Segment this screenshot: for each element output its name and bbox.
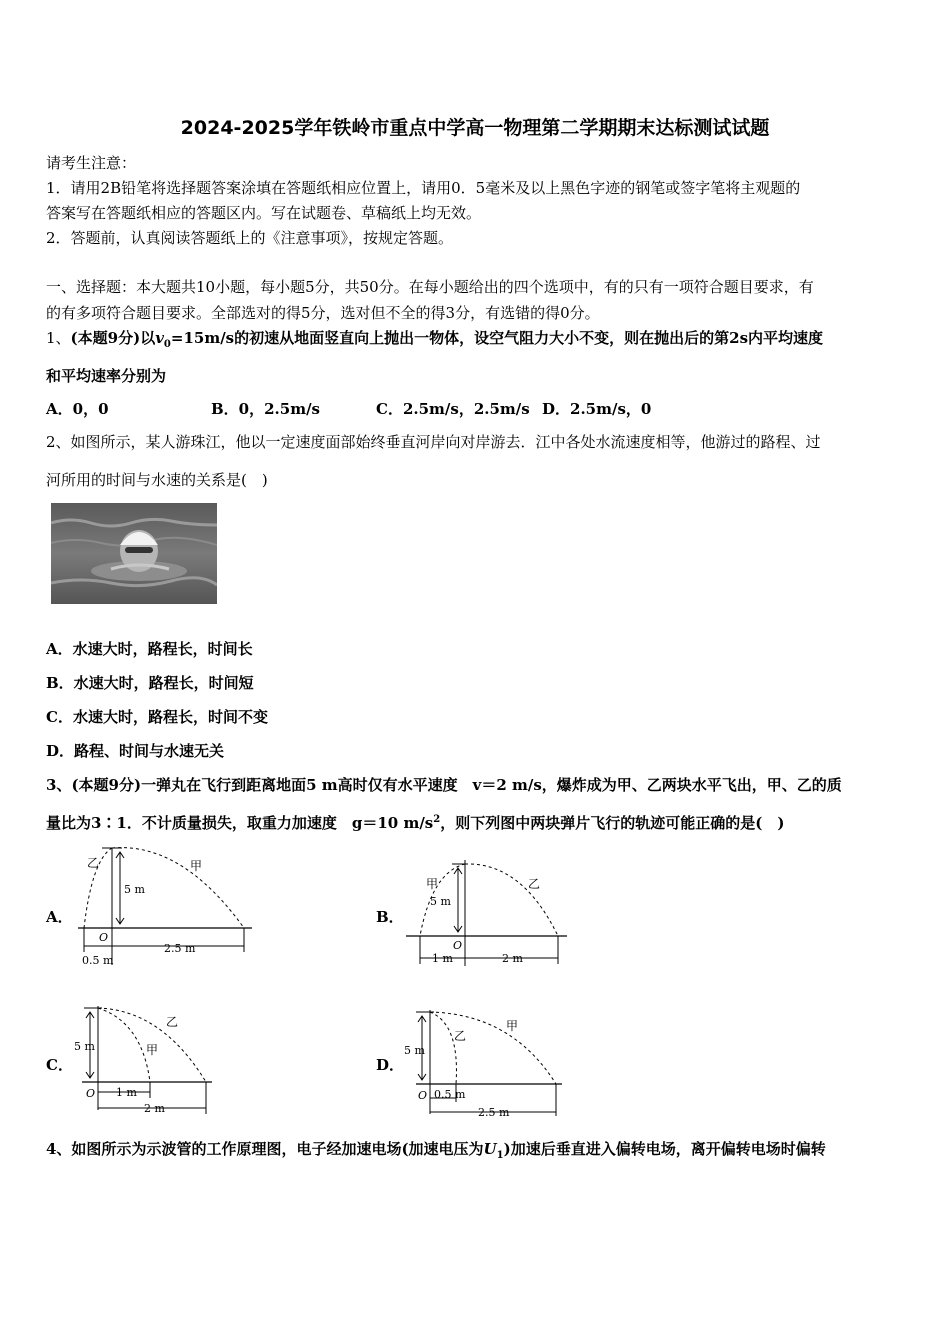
- q3-option-b[interactable]: B．: [376, 908, 404, 926]
- q3-score: (本题9分): [71, 776, 142, 794]
- fig-b-yi-label: 乙: [528, 877, 541, 891]
- fig-b-jia-label: 甲: [426, 877, 439, 891]
- q2-option-d[interactable]: D．路程、时间与水速无关: [46, 742, 225, 760]
- q1-score: (本题9分): [70, 329, 141, 347]
- q1-prefix: 1、: [46, 329, 71, 347]
- q4-stem-b: )加速后垂直进入偏转电场，离开偏转电场时偏转: [503, 1140, 826, 1158]
- q2-stem-line-2: 河所用的时间与水速的关系是( ): [46, 471, 268, 489]
- q2-option-a[interactable]: A．水速大时，路程长，时间长: [46, 640, 253, 658]
- fig-a-height-label: 5 m: [124, 883, 145, 896]
- fig-d-jia-label: 甲: [506, 1019, 519, 1033]
- section-1-line-1: 一、选择题：本大题共10小题，每小题5分，共50分。在每小题给出的四个选项中，有的只有一项符合题目要求，有: [46, 278, 814, 296]
- q1-option-a[interactable]: A．0，0: [46, 400, 109, 418]
- q1-stem-line-1: [46, 327, 823, 350]
- q3-figure-c: [72, 1002, 222, 1117]
- q4-stem-line-1: [46, 1138, 826, 1161]
- fig-d-height-label: 5 m: [404, 1044, 425, 1057]
- q1-option-c[interactable]: C．2.5m/s，2.5m/s: [376, 400, 530, 418]
- q2-stem-line-1: 2、如图所示，某人游珠江，他以一定速度面部始终垂直河岸向对岸游去．江中各处水流速度相等，他游过的路程、过: [46, 433, 821, 451]
- q1-v0-symbol: v: [155, 329, 164, 347]
- q1-stem-b: =15m/s的初速从地面竖直向上抛出一物体，设空气阻力大小不变，则在抛出后的第2s内平均速度: [170, 329, 824, 347]
- q3-sup: 2: [433, 814, 441, 825]
- q3-stem-line-2: [46, 812, 784, 833]
- q3-option-a[interactable]: A．: [46, 908, 73, 926]
- q2-option-c[interactable]: C．水速大时，路程长，时间不变: [46, 708, 268, 726]
- fig-d-yi-label: 乙: [454, 1029, 467, 1043]
- fig-a-left-dist: 0.5 m: [82, 954, 114, 967]
- q4-u-symbol: U: [483, 1140, 497, 1158]
- q3-option-d[interactable]: D．: [376, 1056, 405, 1074]
- fig-c-origin: O: [86, 1087, 96, 1100]
- fig-b-left-dist: 1 m: [432, 952, 453, 965]
- page-title: 2024-2025学年铁岭市重点中学高一物理第二学期期末达标测试试题: [180, 117, 770, 139]
- q1-v0-sub: 0: [163, 339, 171, 350]
- fig-a-right-dist: 2.5 m: [164, 942, 196, 955]
- fig-c-outer-dist: 2 m: [144, 1102, 165, 1115]
- q3-stem-b: 量比为3∶1．不计质量损失，取重力加速度 g＝10 m/s: [46, 814, 434, 832]
- fig-c-yi-label: 乙: [166, 1015, 179, 1029]
- fig-a-jia-label: 甲: [190, 859, 203, 873]
- q1-option-b[interactable]: B．0，2.5m/s: [211, 400, 321, 418]
- fig-b-height-label: 5 m: [430, 895, 451, 908]
- q3-figure-b: [402, 858, 572, 970]
- fig-a-origin: O: [99, 931, 109, 944]
- swimmer-photo: [51, 503, 217, 604]
- fig-a-yi-label: 乙: [87, 856, 100, 870]
- section-1-line-2: 的有多项符合题目要求。全部选对的得5分，选对但不全的得3分，有选错的得0分。: [46, 304, 600, 322]
- q4-u-sub: 1: [496, 1150, 504, 1161]
- fig-b-right-dist: 2 m: [502, 952, 523, 965]
- q4-stem-a: 4、如图所示为示波管的工作原理图，电子经加速电场(加速电压为: [46, 1140, 484, 1158]
- q3-figure-d: [402, 1006, 572, 1121]
- q3-option-c[interactable]: C．: [46, 1056, 73, 1074]
- fig-c-height-label: 5 m: [74, 1040, 95, 1053]
- q3-prefix: 3、: [46, 776, 72, 794]
- fig-d-inner-dist: 0.5 m: [434, 1088, 466, 1101]
- notice-item-2: 2．答题前，认真阅读答题纸上的《注意事项》，按规定答题。: [46, 229, 454, 247]
- notice-heading: 请考生注意：: [46, 154, 137, 172]
- q1-stem-line-2: 和平均速率分别为: [46, 367, 167, 385]
- fig-c-jia-label: 甲: [146, 1043, 159, 1057]
- q3-stem-line-1: [46, 774, 842, 795]
- fig-b-origin: O: [453, 939, 463, 952]
- notice-item-1-line-1: 1．请用2B铅笔将选择题答案涂填在答题纸相应位置上，请用0．5毫米及以上黑色字迹的钢笔或签字笔将主观题的: [46, 179, 801, 197]
- q1-stem-a: 以: [140, 329, 156, 347]
- fig-d-outer-dist: 2.5 m: [478, 1106, 510, 1119]
- fig-d-origin: O: [418, 1089, 428, 1102]
- q3-stem-c: ，则下列图中两块弹片飞行的轨迹可能正确的是( ): [440, 814, 785, 832]
- fig-c-inner-dist: 1 m: [116, 1086, 137, 1099]
- q3-stem-a: 一弹丸在飞行到距离地面5 m高时仅有水平速度 v＝2 m/s，爆炸成为甲、乙两块水平飞出，甲、乙的质: [141, 776, 842, 794]
- q3-figure-a: [72, 840, 262, 970]
- notice-item-1-line-2: 答案写在答题纸相应的答题区内。写在试题卷、草稿纸上均无效。: [46, 204, 482, 222]
- q2-option-b[interactable]: B．水速大时，路程长，时间短: [46, 674, 254, 692]
- q1-option-d[interactable]: D．2.5m/s，0: [542, 400, 652, 418]
